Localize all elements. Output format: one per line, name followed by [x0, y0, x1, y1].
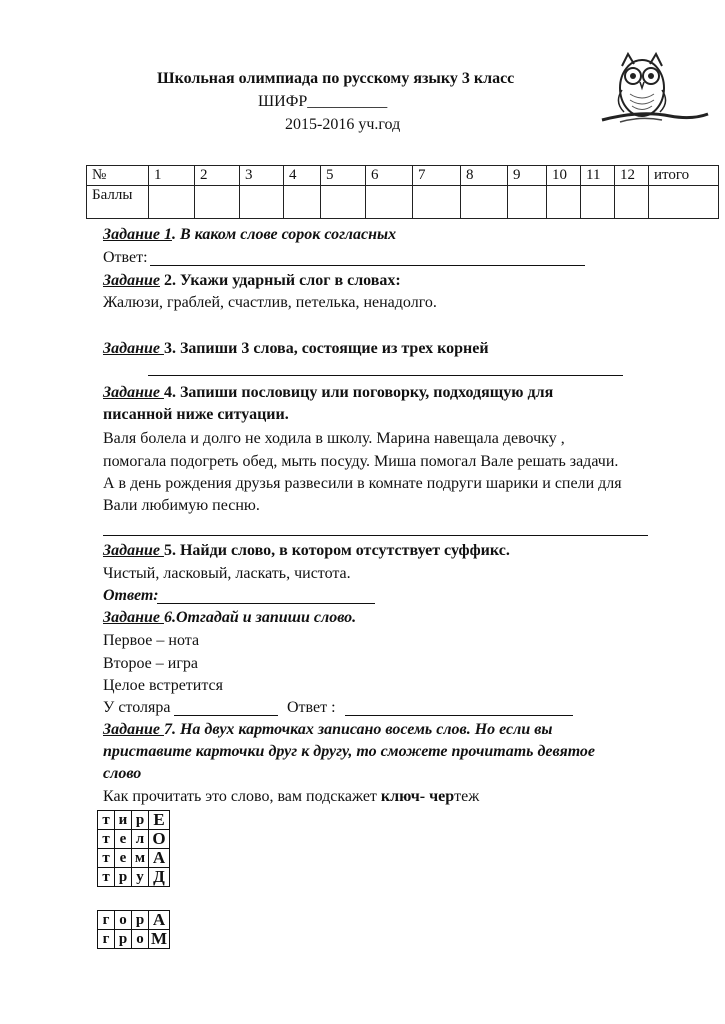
task3-heading — [103, 340, 489, 358]
task7-hint-prefix: Как прочитать это слово, вам подскажет — [103, 788, 381, 805]
owl-icon — [600, 50, 710, 130]
score-cell[interactable] — [581, 186, 615, 219]
task1-answer-line[interactable] — [150, 265, 585, 266]
task6-riddle-line: Целое встретится — [103, 677, 223, 694]
task7-hint — [103, 788, 479, 806]
task1-answer-label: Ответ: — [103, 249, 148, 266]
card-row — [98, 868, 170, 887]
score-table — [86, 165, 719, 219]
task7-title-line1: 7. На двух карточках записано восемь слов. Но если вы — [163, 721, 553, 738]
card-row — [98, 930, 170, 949]
task5-text: Чистый, ласковый, ласкать, чистота. — [103, 565, 351, 582]
score-header-cell: 8 — [461, 166, 508, 186]
card-letter: р — [132, 811, 149, 830]
word-card-1 — [97, 810, 170, 887]
score-header-cell: № — [87, 166, 149, 186]
task6-riddle-line: Первое – нота — [103, 632, 200, 649]
task6-riddle-blank[interactable] — [174, 715, 278, 716]
task6-riddle-line: Второе – игра — [103, 655, 198, 672]
task5-label: Задание — [103, 542, 164, 559]
score-header-row — [87, 166, 719, 186]
task5-heading — [103, 542, 510, 560]
score-row-label: Баллы — [87, 186, 149, 219]
task1-title: . В каком слове сорок согласных — [171, 226, 397, 243]
task4-title-line2: писанной ниже ситуации. — [103, 406, 289, 423]
score-header-cell: 12 — [615, 166, 649, 186]
card-letter: О — [149, 830, 170, 849]
score-cell[interactable] — [649, 186, 719, 219]
task7-hint-tail: теж — [454, 788, 480, 805]
score-header-cell: 4 — [284, 166, 321, 186]
card-letter: г — [98, 911, 115, 930]
task1-heading — [103, 226, 396, 244]
score-header-cell: 10 — [547, 166, 581, 186]
card-row — [98, 811, 170, 830]
task2-heading — [103, 272, 401, 290]
task6-heading — [103, 609, 356, 627]
task7-title-line2: приставите карточки друг к другу, то сможете прочитать девятое — [103, 743, 596, 760]
task6-answer-label: Ответ : — [287, 699, 336, 716]
score-cell[interactable] — [413, 186, 461, 219]
card-letter: р — [115, 868, 132, 887]
task6-answer-line[interactable] — [345, 715, 573, 716]
card-row — [98, 911, 170, 930]
task7-hint-key: ключ- чер — [380, 788, 455, 805]
card-letter: о — [132, 930, 149, 949]
school-year: 2015-2016 уч.год — [285, 116, 401, 133]
card-letter: Д — [149, 868, 170, 887]
task1-label: Задание 1 — [103, 226, 172, 243]
card-letter: у — [132, 868, 149, 887]
card-row — [98, 849, 170, 868]
card-letter: м — [132, 849, 149, 868]
task6-title: 6.Отгадай и запиши слово. — [163, 609, 357, 626]
card-letter: г — [98, 930, 115, 949]
task3-title: 3. Запиши 3 слова, состоящие из трех корней — [163, 340, 489, 357]
score-header-cell: 11 — [581, 166, 615, 186]
score-points-row — [87, 186, 719, 219]
score-header-cell: 2 — [195, 166, 240, 186]
task4-text-line: помогала подогреть обед, мыть посуду. Миша помогал Вале решать задачи. — [103, 453, 619, 470]
task2-label: Задание — [103, 272, 160, 289]
card-letter: л — [132, 830, 149, 849]
card-letter: М — [149, 930, 170, 949]
task4-text-line: Валя болела и долго не ходила в школу. Марина навещала девочку , — [103, 430, 565, 447]
card-letter: т — [98, 830, 115, 849]
task2-text: Жалюзи, граблей, счастлив, петелька, ненадолго. — [103, 294, 437, 311]
task4-answer-line[interactable] — [103, 535, 648, 536]
cipher-field: ШИФР__________ — [258, 93, 388, 110]
score-header-cell: 6 — [366, 166, 413, 186]
task7-heading — [103, 721, 553, 739]
score-cell[interactable] — [284, 186, 321, 219]
card-row — [98, 830, 170, 849]
score-cell[interactable] — [508, 186, 547, 219]
card-letter: е — [115, 849, 132, 868]
score-cell[interactable] — [547, 186, 581, 219]
score-header-cell: 5 — [321, 166, 366, 186]
card-letter: А — [149, 911, 170, 930]
task4-label: Задание — [103, 384, 164, 401]
score-header-cell: итого — [649, 166, 719, 186]
score-cell[interactable] — [321, 186, 366, 219]
score-header-cell: 9 — [508, 166, 547, 186]
card-letter: е — [115, 830, 132, 849]
task7-label: Задание — [103, 721, 164, 738]
card-letter: и — [115, 811, 132, 830]
task7-title-line3: слово — [103, 765, 142, 782]
task5-answer-line[interactable] — [157, 603, 375, 604]
task4-heading — [103, 384, 553, 402]
task5-answer-label: Ответ: — [103, 587, 159, 604]
score-cell[interactable] — [461, 186, 508, 219]
score-cell[interactable] — [615, 186, 649, 219]
score-header-cell: 3 — [240, 166, 284, 186]
task4-title-line1: 4. Запиши пословицу или поговорку, подходящую для — [163, 384, 554, 401]
card-letter: р — [132, 911, 149, 930]
card-letter: т — [98, 849, 115, 868]
card-letter: т — [98, 811, 115, 830]
score-header-cell: 7 — [413, 166, 461, 186]
score-header-cell: 1 — [149, 166, 195, 186]
page-title: Школьная олимпиада по русскому языку 3 класс — [157, 70, 515, 87]
task6-label: Задание — [103, 609, 164, 626]
task5-title: 5. Найди слово, в котором отсутствует суффикс. — [163, 542, 510, 559]
word-card-2 — [97, 910, 170, 949]
card-letter: т — [98, 868, 115, 887]
card-letter: о — [115, 911, 132, 930]
card-letter: Е — [149, 811, 170, 830]
score-cell[interactable] — [240, 186, 284, 219]
score-cell[interactable] — [149, 186, 195, 219]
task6-riddle-last: У столяра — [103, 699, 171, 716]
score-cell[interactable] — [195, 186, 240, 219]
task3-label: Задание — [103, 340, 164, 357]
task4-text-line: Вали любимую песню. — [103, 497, 260, 514]
task3-answer-line[interactable] — [148, 375, 623, 376]
card-letter: А — [149, 849, 170, 868]
card-letter: р — [115, 930, 132, 949]
score-cell[interactable] — [366, 186, 413, 219]
task2-title: 2. Укажи ударный слог в словах: — [159, 272, 401, 289]
task4-text-line: А в день рождения друзья развесили в комнате подруги шарики и спели для — [103, 475, 622, 492]
